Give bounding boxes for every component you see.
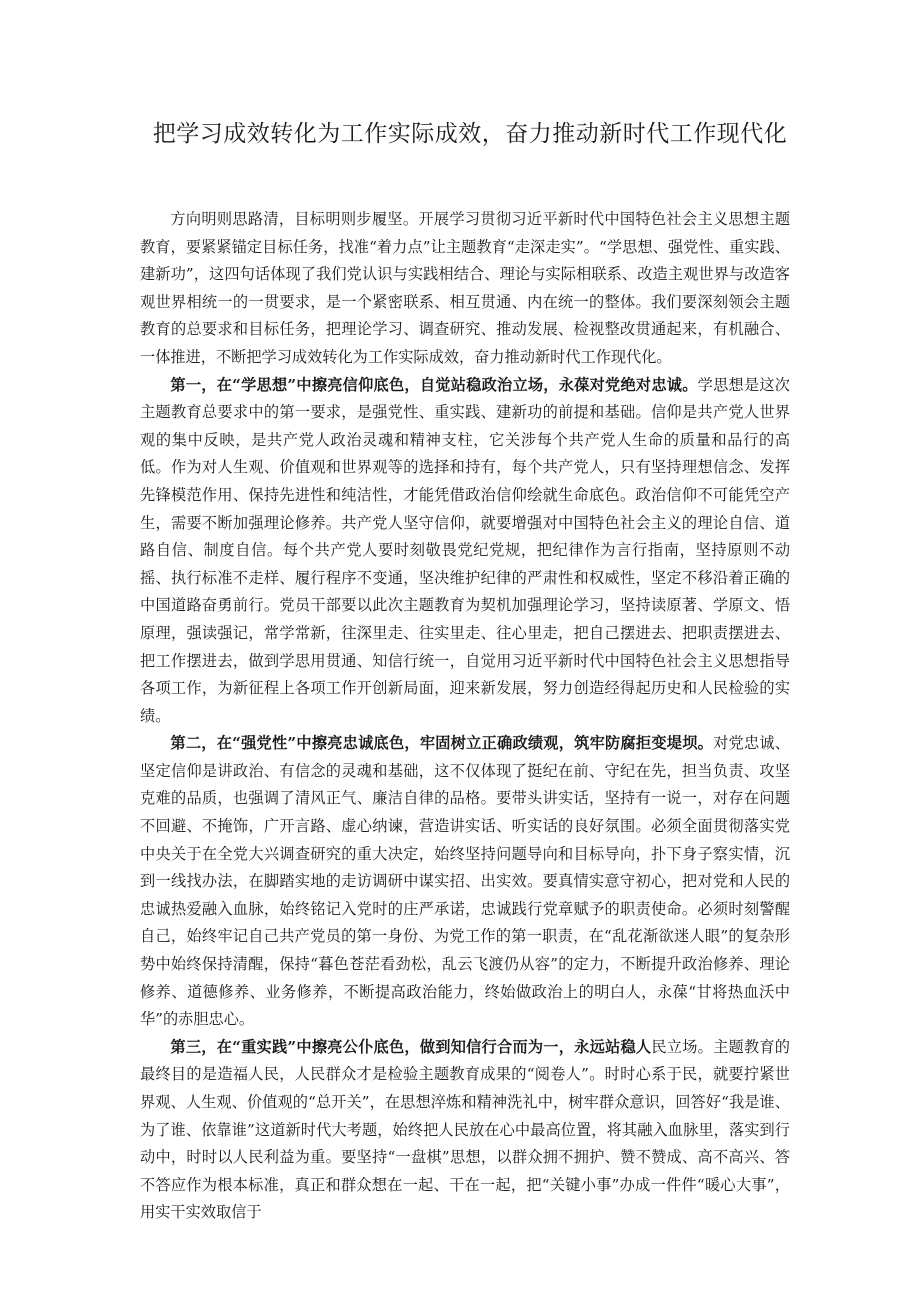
document-title: 把学习成效转化为工作实际成效，奋力推动新时代工作现代化 — [152, 121, 788, 147]
paragraph-lead: 第三，在“重实践”中擦亮公仆底色，做到知信行合而为一，永远站稳人 — [170, 1037, 652, 1056]
paragraph-second-point — [140, 730, 790, 1034]
document-body — [140, 206, 790, 1227]
paragraph-lead: 第一，在“学思想”中擦亮信仰底色，自觉站稳政治立场，永葆对党绝对忠诚。 — [170, 375, 698, 394]
paragraph-intro — [140, 206, 790, 372]
paragraph-lead: 第二，在“强党性”中擦亮忠诚底色，牢固树立正确政绩观，筑牢防腐拒变堤坝。 — [170, 734, 714, 753]
paragraph-text: 对党忠诚、坚定信仰是讲政治、有信念的灵魂和基础，这不仅体现了挺纪在前、守纪在先，担当负责、攻坚克难的品质，也强调了清风正气、廉洁自律的品格。要带头讲实话，坚持有一说一，对存在问题不回避、不掩饰，广开言路、虚心纳谏，营造讲实话、听实话的良好氛围。必须全面贯彻落实党中央关于在全党大兴调查研究的重大决定，始终坚持问题导向和目标导向，扑下身子察实情，沉到一线找办法，在脚踏实地的走访调研中谋实招、出实效。要真情实意守初心，把对党和人民的忠诚热爱融入血脉，始终铭记入党时的庄严承诺，忠诚践行党章赋予的职责使命。必须时刻警醒自己，始终牢记自己共产党员的第一身份、为党工作的第一职责，在“乱花渐欲迷人眼”的复杂形势中始终保持清醒，保持“暮色苍茫看劲松，乱云飞渡仍从容”的定力，不断提升政治修养、理论修养、道德修养、业务修养，不断提高政治能力，终始做政治上的明白人，永葆“甘将热血沃中华”的赤胆忠心。 — [140, 734, 790, 1029]
paragraph-first-point — [140, 372, 790, 731]
paragraph-text: 民立场。主题教育的最终目的是造福人民，人民群众才是检验主题教育成果的“阅卷人”。时时心系于民，就要拧紧世界观、人生观、价值观的“总开关”，在思想淬炼和精神洗礼中，树牢群众意识，回答好“我是谁、为了谁、依靠谁”这道新时代大考题，始终把人民放在心中最高位置，将其融入血脉里，落实到行动中，时时以人民利益为重。要坚持“一盘棋”思想，以群众拥不拥护、赞不赞成、高不高兴、答不答应作为根本标准，真正和群众想在一起、干在一起，把“关键小事”办成一件件“暖心大事”，用实干实效取信于 — [140, 1037, 790, 1222]
paragraph-text: 学思想是这次主题教育总要求中的第一要求，是强党性、重实践、建新功的前提和基础。信仰是共产党人世界观的集中反映，是共产党人政治灵魂和精神支柱，它关涉每个共产党人生命的质量和品行的高低。作为对人生观、价值观和世界观等的选择和持有，每个共产党人，只有坚持理想信念、发挥先锋模范作用、保持先进性和纯洁性，才能凭借政治信仰绘就生命底色。政治信仰不可能凭空产生，需要不断加强理论修养。共产党人坚守信仰，就要增强对中国特色社会主义的理论自信、道路自信、制度自信。每个共产党人要时刻敬畏党纪党规，把纪律作为言行指南，坚持原则不动摇、执行标准不走样、履行程序不变通，坚决维护纪律的严肃性和权威性，坚定不移沿着正确的中国道路奋勇前行。党员干部要以此次主题教育为契机加强理论学习，坚持读原著、学原文、悟原理，强读强记，常学常新，往深里走、往实里走、往心里走，把自己摆进去、把职责摆进去、把工作摆进去，做到学思用贯通、知信行统一，自觉用习近平新时代中国特色社会主义思想指导各项工作，为新征程上各项工作开创新局面，迎来新发展，努力创造经得起历史和人民检验的实绩。 — [140, 375, 790, 725]
paragraph-text: 方向明则思路清，目标明则步履坚。开展学习贯彻习近平新时代中国特色社会主义思想主题教育，要紧紧锚定目标任务，找准“着力点”让主题教育“走深走实”。“学思想、强党性、重实践、建新功”，这四句话体现了我们党认识与实践相结合、理论与实际相联系、改造主观世界与改造客观世界相统一的一贯要求，是一个紧密联系、相互贯通、内在统一的整体。我们要深刻领会主题教育的总要求和目标任务，把理论学习、调查研究、推动发展、检视整改贯通起来，有机融合、一体推进，不断把学习成效转化为工作实际成效，奋力推动新时代工作现代化。 — [140, 210, 790, 366]
paragraph-third-point — [140, 1034, 790, 1227]
